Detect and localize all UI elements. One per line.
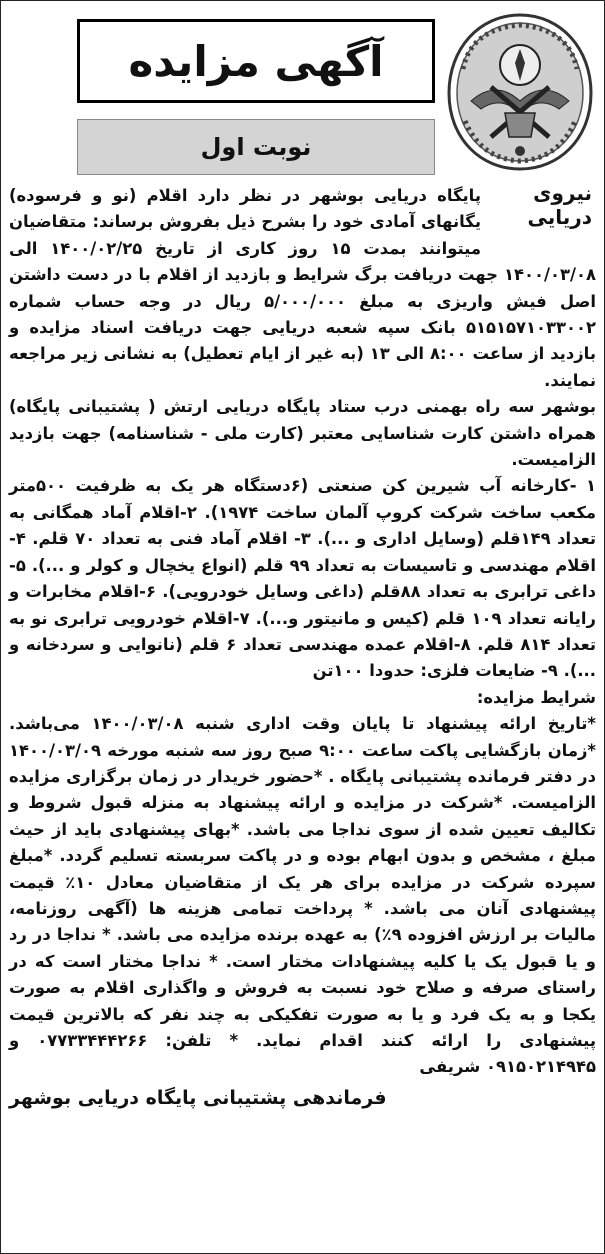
signature: فرماندهی پشتیبانی پایگاه دریایی بوشهر [9, 1086, 387, 1109]
items-paragraph: ۱ -کارخانه آب شیرین کن صنعتی (۶دستگاه هر یک به ظرفیت ۵۰۰متر مکعب ساخت شرکت کروپ آلمان ساخت ۱۹۷۴). ۲-اقلام آماد همگانی به تعداد ۱۴۹قلم (وسایل اداری و ...). ۳- اقلام آماد فنی به تعداد ۷۰ قلم. ۴-اقلام مهندسی و تاسیسات به تعداد ۹۹ قلم (انواع یخچال و کولر و ...). ۵- داغی ترابری به تعداد ۸۸قلم (داغی وسایل خودرویی). ۶-اقلام مخابرات و رایانه تعداد ۱۰۹ قلم (کیس و مانیتور و...). ۷-اقلام خودرویی ترابری نو به تعداد ۸۱۴ قلم. ۸-اقلام عمده مهندسی تعداد ۶ قلم (نانوایی و سردخانه و ...). ۹- ضایعات فلزی: حدودا ۱۰۰تن [9, 476, 596, 681]
organization-name: نیروی دریایی [527, 181, 592, 229]
org-spacer [481, 183, 596, 239]
notice-round: نوبت اول [77, 119, 435, 175]
conditions-text: *تاریخ ارائه پیشنهاد تا پایان وقت اداری شنبه ۱۴۰۰/۰۳/۰۸ می‌باشد. *زمان بازگشایی پاکت ساعت ۹:۰۰ صبح روز سه شنبه مورخه ۱۴۰۰/۰۳/۰۹ در دفتر فرمانده پشتیبانی پایگاه . *حضور خریدار در زمان برگزاری مزایده الزامیست. *شرکت در مزایده و ارائه پیشنهاد به منزله قبول شروط و تکالیف تعیین شده از سوی نداجا می باشد. *بهای پیشنهادی باید از حیث مبلغ ، مشخص و بدون ابهام بوده و در پاکت سربسته تسلیم گردد. *مبلغ سپرده شرکت در مزایده برای هر یک از متقاضیان معادل ۱۰٪ قیمت پیشنهادی آنان می باشد. * پرداخت تمامی هزینه ها (آگهی روزنامه، مالیات بر ارزش افزوده ۹٪) به عهده برنده مزایده می باشد. * نداجا در رد و یا قبول یک یا کلیه پیشنهادات مختار است. * نداجا مختار است که در راستای صرفه و صلاح خود نسبت به فروش و واگذاری اقلام به صورت یکجا و به یک فرد و یا به صورت تفکیکی به چند نفر که بالاترین قیمت پیشنهادی را ارائه کنند اقدام نماید. [9, 714, 596, 1050]
address-paragraph: بوشهر سه راه بهمنی درب ستاد پایگاه دریایی ارتش ( پشتیبانی پایگاه) همراه داشتن کارت شناسایی معتبر (کارت ملی - شناسنامه) جهت بازدید الزامیست. [9, 397, 596, 470]
conditions-paragraph [9, 711, 596, 1081]
army-emblem-icon [441, 9, 599, 175]
intro-paragraph: پایگاه دریایی بوشهر در نظر دارد اقلام (نو و فرسوده) یگانهای آمادی خود را بشرح ذیل بفروش برساند: متقاضیان میتوانند بمدت ۱۵ روز کاری از تاریخ ۱۴۰۰/۰۲/۲۵ الی ۱۴۰۰/۰۳/۰۸ جهت دریافت برگ شرایط و بازدید از اقلام با در دست داشتن اصل فیش واریزی به مبلغ ۵/۰۰۰/۰۰۰ ریال در وجه حساب شماره ۵۱۵۱۵۷۱۰۳۳۰۰۲ بانک سپه شعبه دریایی جهت دریافت اسناد مزایده و بازدید از ساعت ۸:۰۰ الی ۱۳ (به غیر از ایام تعطیل) به نشانی زیر مراجعه نمایند. [9, 186, 596, 390]
conditions-heading: شرایط مزایده: [476, 687, 596, 707]
notice-body [9, 183, 596, 1245]
notice-title: آگهی مزایده [77, 19, 435, 103]
contact-phone: * تلفن: ۰۷۷۳۳۴۴۴۲۶۶ و ۰۹۱۵۰۲۱۴۹۴۵ شریفی [9, 1031, 596, 1077]
